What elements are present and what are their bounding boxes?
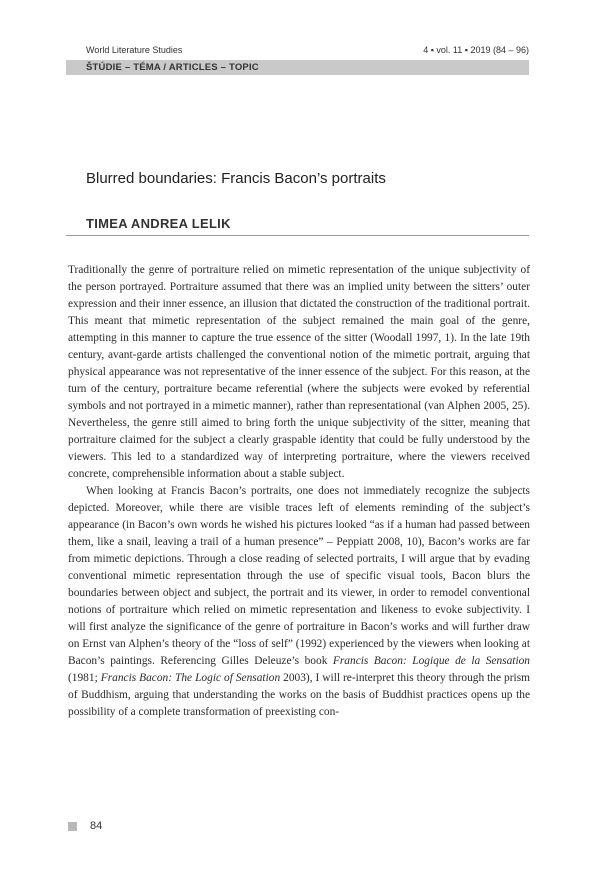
article-title: Blurred boundaries: Francis Bacon’s portraits	[86, 170, 386, 187]
section-bar	[66, 60, 529, 75]
paragraph-2-text-b: (1981;	[68, 672, 101, 684]
footer-square-icon	[68, 822, 77, 831]
article-author: TIMEA ANDREA LELIK	[86, 216, 231, 231]
paragraph-2-text-a: When looking at Francis Bacon’s portraits, one does not immediately recognize the subjects depicted. Moreover, while there are visible traces left of elements reminding of the subject’s appearance (in Bacon’s own words he wished his pictures looked “as if a human had passed between them, like a snail, leaving a trail of a human presence” – Peppiatt 2008, 10), Bacon’s works are far from mimetic depictions. Through a close reading of selected portraits, I will argue that by evading conventional mimetic representation through the use of specific visual tools, Bacon blurs the boundaries between object and subject, the portrait and its viewer, in order to remodel conventional notions of portraiture which relied on mimetic representation and likeness to evoke subjectivity. I will first analyze the significance of the genre of portraiture in Bacon’s works and will further draw on Ernst van Alphen’s theory of the “loss of self” (1992) experienced by the viewers when looking at Bacon’s paintings. Referencing Gilles Deleuze’s book	[68, 485, 530, 667]
paragraph-2-text-c: 2003), I will re-interpret this theory through the prism of Buddhism, arguing that understanding the works on the basis of Buddhist practices opens up the possibility of a complete transformation of preexisting con-	[68, 672, 530, 718]
reference-title-english: Francis Bacon: The Logic of Sensation	[100, 672, 281, 684]
article-body	[68, 262, 530, 721]
section-label: ŠTÚDIE – TÉMA / ARTICLES – TOPIC	[86, 62, 259, 73]
reference-title-french: Francis Bacon: Logique de la Sensation	[332, 655, 531, 667]
page-number: 84	[90, 820, 103, 832]
paragraph-1: Traditionally the genre of portraiture relied on mimetic representation of the unique subjectivity of the person portrayed. Portraiture assumed that there was an implied unity between the sitters’ outer expression and their inner essence, an illusion that dictated the construction of the traditional portrait. This meant that mimetic representation of the subject remained the main goal of the genre, attempting in this manner to capture the true essence of the sitter (Woodall 1997, 1). In the late 19th century, avant-garde artists challenged the conventional notion of the mimetic portrait, arguing that physical appearance was not representative of the inner essence of the subject. For this reason, at the turn of the century, portraiture became referential (where the subjects were evoked by referential symbols and not portrayed in a mimetic manner), rather than representational (van Alphen 2005, 25). Nevertheless, the genre still aimed to bring forth the unique subjectivity of the sitter, meaning that portraiture claimed for the subject a clearly graspable identity that could be fully understood by the viewers. This led to a standardized way of interpreting portraiture, where the viewers received concrete, comprehensible information about a stable subject.	[68, 264, 530, 480]
paragraph-2	[68, 483, 530, 721]
journal-name: World Literature Studies	[86, 45, 183, 55]
issue-info: 4 ▪ vol. 11 ▪ 2019 (84 – 96)	[423, 45, 529, 55]
author-divider	[66, 235, 529, 236]
running-head	[86, 43, 529, 59]
